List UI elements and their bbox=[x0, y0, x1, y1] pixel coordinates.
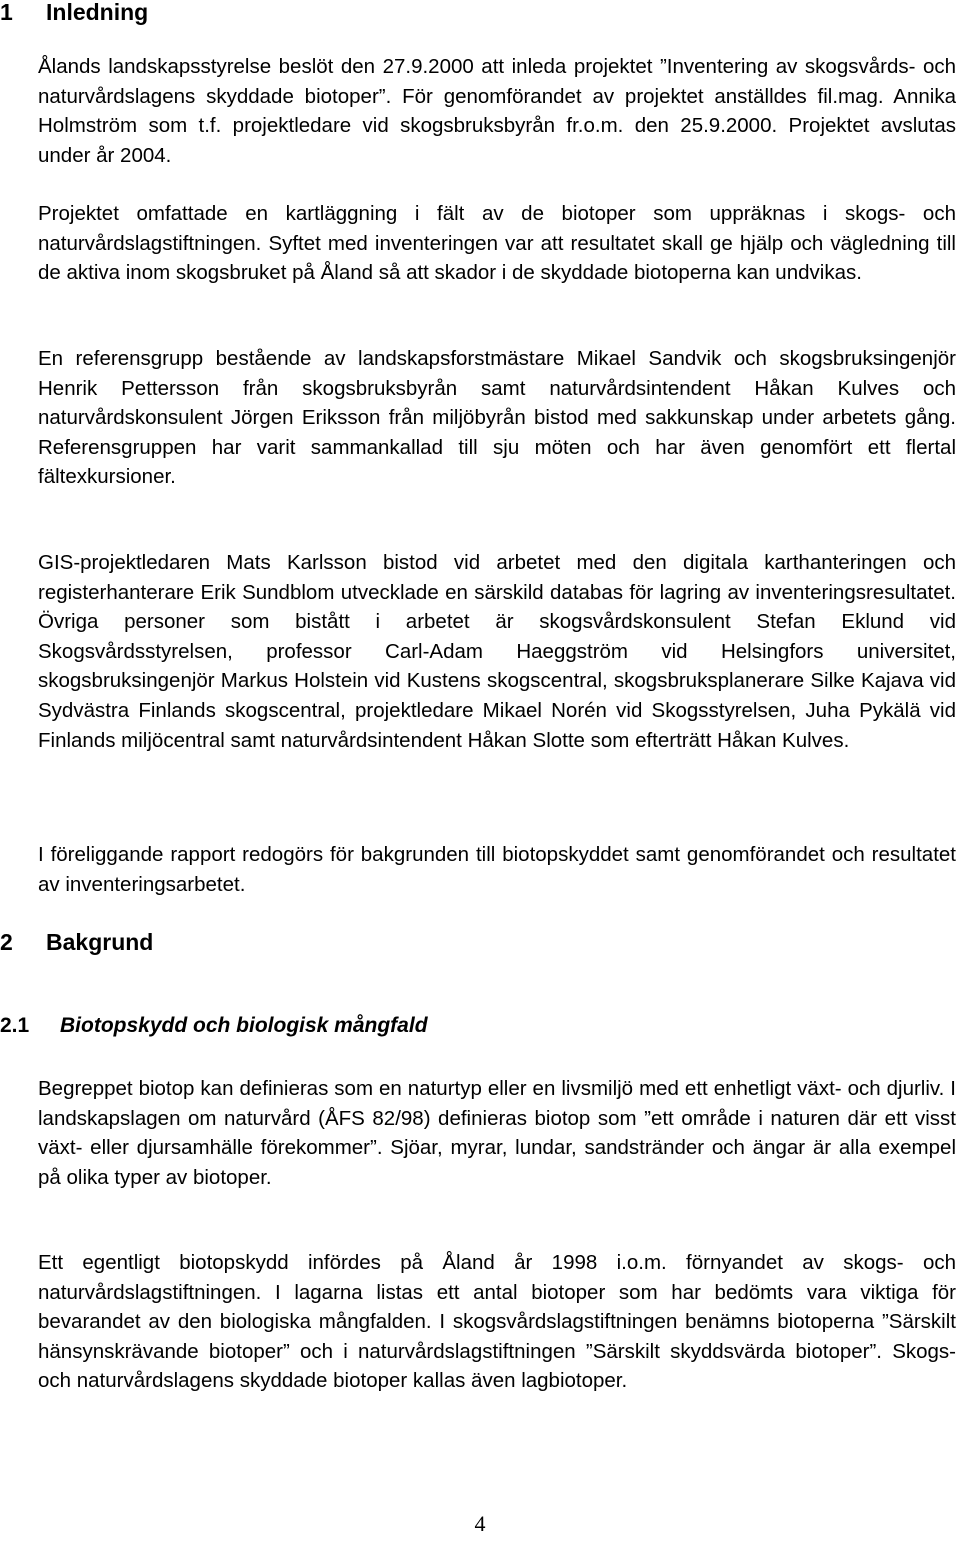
paragraph-reference-group: En referensgrupp bestående av landskapsforstmästare Mikael Sandvik och skogsbruksingenjör Henrik Pettersson från skogsbruksbyrån samt naturvårdsintendent Håkan Kulves och naturvårdskonsulent Jörgen Eriksson från miljöbyrån bistod med sakkunskap under arbetets gång. Referensgruppen har varit sammankallad till sju möten och har även genomfört ett flertal fältexkursioner. bbox=[38, 347, 956, 489]
section-number: 1 bbox=[0, 0, 13, 25]
page-number: 4 bbox=[474, 1511, 486, 1536]
subsection-number: 2.1 bbox=[0, 1014, 30, 1037]
section-title: Inledning bbox=[46, 0, 149, 25]
paragraph-contributors: GIS-projektledaren Mats Karlsson bistod vid arbetet med den digitala karthanteringen och registerhanterare Erik Sundblom utvecklade en särskild databas för lagring av inventeringsresultatet. Övriga personer som bistått i arbetet är skogsvårdskonsulent Stefan Eklund vid Skogsvårdsstyrelsen, professor Carl-Adam Haeggström vid Helsingfors universitet, skogsbruksingenjör Markus Holstein vid Kustens skogscentral, skogsbruksplanerare Silke Kajava vid Sydvästra Finlands skogscentral, projektledare Mikael Norén vid Skogsstyrelsen, Juha Pykälä vid Finlands miljöcentral samt naturvårdsintendent Håkan Slotte som efterträtt Håkan Kulves. bbox=[38, 551, 956, 752]
paragraph-biotope-definition: Begreppet biotop kan definieras som en naturtyp eller en livsmiljö med ett enhetligt växt- och djurliv. I landskapslagen om naturvård (ÅFS 82/98) definieras biotop som ”ett område i naturen där ett visst växt- eller djursamhälle förekommer”. Sjöar, myrar, lundar, sandstränder och ängar är alla exempel på olika typer av biotoper. bbox=[38, 1077, 956, 1189]
section-heading-1 bbox=[0, 0, 148, 24]
section-number: 2 bbox=[0, 929, 13, 955]
section-heading-2 bbox=[0, 930, 153, 954]
paragraph-biotope-protection: Ett egentligt biotopskydd infördes på Åland år 1998 i.o.m. förnyandet av skogs- och naturvårdslagstiftningen. I lagarna listas ett antal biotoper som har bedömts vara viktiga för bevarandet av den biologiska mångfalden. I skogsvårdslagstiftningen benämns biotoperna ”Särskilt hänsynskrävande biotoper” och i naturvårdslagstiftningen ”Särskilt skyddsvärda biotoper”. Skogs- och naturvårdslagens skyddade biotoper kallas även lagbiotoper. bbox=[38, 1251, 956, 1393]
paragraph-intro: Ålands landskapsstyrelse beslöt den 27.9.2000 att inleda projektet ”Inventering av skogsvårds- och naturvårdslagens skyddade biotoper”. För genomförandet av projektet anställdes fil.mag. Annika Holmström som t.f. projektledare vid skogsbruksbyrån fr.o.m. den 25.9.2000. Projektet avslutas under år 2004. bbox=[38, 55, 956, 167]
subsection-title: Biotopskydd och biologisk mångfald bbox=[60, 1014, 428, 1037]
section-title: Bakgrund bbox=[46, 929, 154, 955]
subsection-heading-2-1 bbox=[0, 1014, 428, 1038]
paragraph-scope: Projektet omfattade en kartläggning i fält av de biotoper som uppräknas i skogs- och naturvårdslagstiftningen. Syftet med inventeringen var att resultatet skall ge hjälp och vägledning till de aktiva inom skogsbruket på Åland så att skador i de skyddade biotoperna kan undvikas. bbox=[38, 202, 956, 285]
paragraph-report-overview: I föreliggande rapport redogörs för bakgrunden till biotopskyddet samt genomförandet och resultatet av inventeringsarbetet. bbox=[38, 843, 956, 896]
